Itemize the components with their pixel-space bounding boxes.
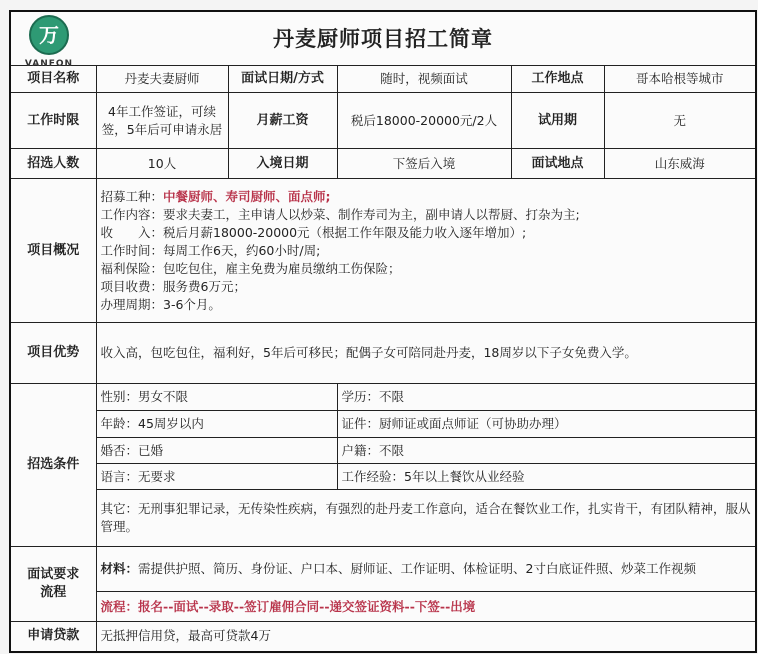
overview-line — [101, 206, 752, 224]
condition-other: 其它：无刑事犯罪记录，无传染性疾病，有强烈的赴丹麦工作意向，适合在餐饮业工作，扎实肯干，有团队精神，服从管理。 — [96, 490, 756, 547]
loan-text: 无抵押信用贷，最高可贷款4万 — [96, 622, 756, 652]
value-interview-location: 山东威海 — [604, 149, 756, 179]
label-interview-date: 面试日期/方式 — [228, 66, 337, 93]
label-work-location: 工作地点 — [511, 66, 604, 93]
overview-line — [101, 242, 752, 260]
label-loan: 申请贷款 — [10, 622, 96, 652]
label-probation: 试用期 — [511, 93, 604, 149]
condition-marital: 婚否：已婚 — [96, 438, 337, 464]
value-entry-date: 下签后入境 — [337, 149, 511, 179]
value-interview-date: 随时，视频面试 — [337, 66, 511, 93]
overview-line — [101, 224, 752, 242]
line-key: 招募工种： — [100, 188, 164, 204]
recruitment-table — [9, 10, 757, 653]
condition-education: 学历：不限 — [337, 384, 756, 411]
logo-text: VANFON — [24, 59, 74, 69]
value-work-location: 哥本哈根等城市 — [604, 66, 756, 93]
line-key: 福利保险： — [100, 260, 164, 276]
line-value: 3-6个月。 — [163, 296, 221, 312]
label-advantages: 项目优势 — [10, 323, 96, 384]
vanfon-logo — [17, 15, 81, 73]
overview-line — [101, 278, 752, 296]
condition-gender: 性别：男女不限 — [96, 384, 337, 411]
label-interview-location: 面试地点 — [511, 149, 604, 179]
line-key: 办理周期： — [100, 296, 164, 312]
advantages-text: 收入高，包吃包住，福利好，5年后可移民；配偶子女可陪同赴丹麦，18周岁以下子女免费入学。 — [96, 323, 756, 384]
overview-content — [96, 179, 756, 323]
value-salary: 税后18000-20000元/2人 — [337, 93, 511, 149]
label-interview — [10, 547, 96, 622]
label-conditions: 招选条件 — [10, 384, 96, 547]
value-work-term: 4年工作签证，可续签，5年后可申请永居 — [96, 93, 228, 149]
label-headcount: 招选人数 — [10, 149, 96, 179]
interview-materials — [96, 547, 756, 592]
interview-process: 流程：报名--面试--录取--签订雇佣合同--递交签证资料--下签--出境 — [96, 592, 756, 622]
overview-line — [101, 296, 752, 314]
line-key: 项目收费： — [100, 278, 164, 294]
title-cell — [10, 11, 756, 69]
materials-key: 材料： — [100, 561, 139, 576]
label-work-term: 工作时限 — [10, 93, 96, 149]
line-key: 收 入： — [100, 224, 164, 240]
value-probation: 无 — [604, 93, 756, 149]
materials-text: 需提供护照、简历、身份证、户口本、厨师证、工作证明、体检证明、2寸白底证件照、炒菜工作视频 — [138, 561, 696, 576]
line-value: 服务费6万元； — [163, 278, 246, 294]
line-value: 税后月薪18000-20000元（根据工作年限及能力收入逐年增加）; — [163, 224, 527, 240]
value-headcount: 10人 — [96, 149, 228, 179]
page-title: 丹麦厨师项目招工简章 — [273, 26, 494, 51]
label-entry-date: 入境日期 — [228, 149, 337, 179]
overview-line — [101, 260, 752, 278]
logo-icon: 万 — [29, 15, 69, 55]
condition-certificate: 证件：厨师证或面点师证（可协助办理） — [337, 411, 756, 438]
condition-experience: 工作经验：5年以上餐饮从业经验 — [337, 464, 756, 490]
label-salary: 月薪工资 — [228, 93, 337, 149]
label-line: 流程 — [40, 585, 67, 600]
line-value: 要求夫妻工，主申请人以炒菜、制作寿司为主，副申请人以帮厨、打杂为主; — [163, 206, 580, 222]
label-line: 面试要求 — [27, 567, 80, 582]
label-overview: 项目概况 — [10, 179, 96, 323]
condition-language: 语言：无要求 — [96, 464, 337, 490]
line-value: 每周工作6天，约60小时/周; — [163, 242, 321, 258]
line-key: 工作时间： — [100, 242, 164, 258]
value-project-name: 丹麦夫妻厨师 — [96, 66, 228, 93]
line-value: 中餐厨师、寿司厨师、面点师; — [163, 188, 331, 204]
line-value: 包吃包住，雇主免费为雇员缴纳工伤保险； — [163, 260, 401, 276]
condition-age: 年龄：45周岁以内 — [96, 411, 337, 438]
label-project-name: 项目名称 — [10, 66, 96, 93]
line-key: 工作内容： — [100, 206, 164, 222]
overview-line — [101, 188, 752, 206]
condition-hukou: 户籍：不限 — [337, 438, 756, 464]
